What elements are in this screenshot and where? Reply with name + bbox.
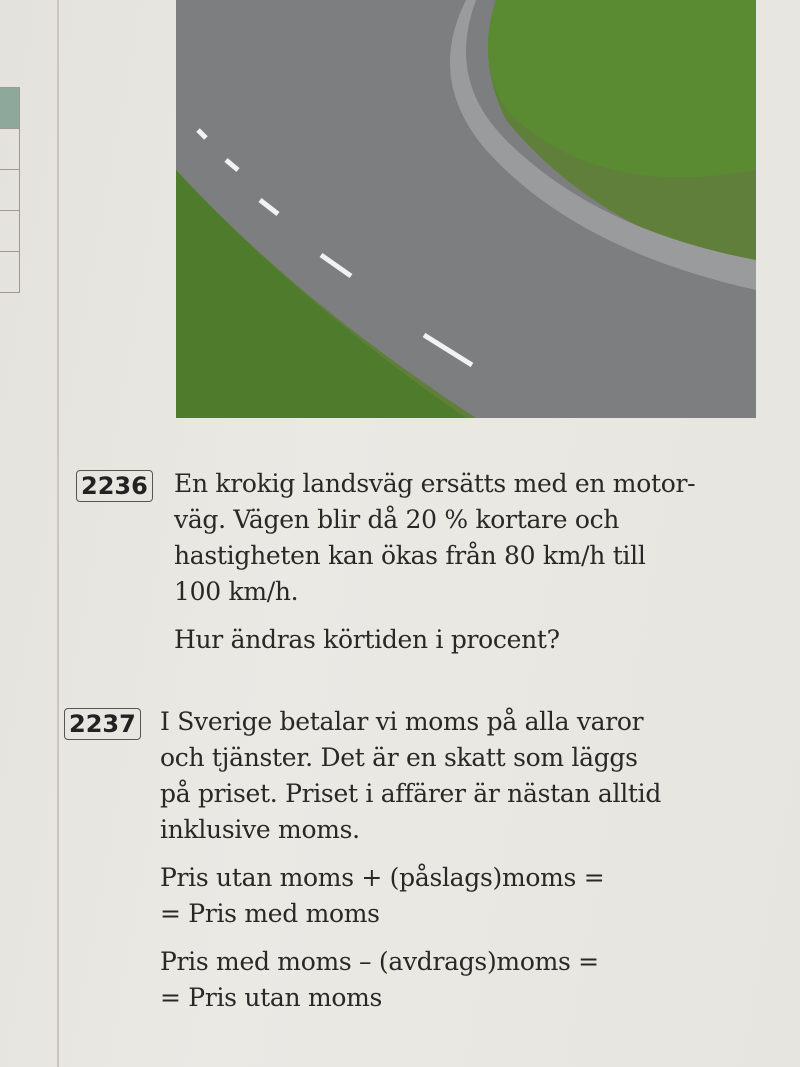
formula-line: Pris utan moms + (påslags)moms = — [160, 863, 605, 892]
text-line: på priset. Priset i affärer är nästan alltid — [160, 779, 662, 808]
task-number: 2236 — [76, 470, 153, 502]
formula-line: = Pris utan moms — [160, 983, 383, 1012]
task-number: 2237 — [64, 708, 141, 740]
formula-line: Pris med moms – (avdrags)moms = — [160, 947, 599, 976]
text-line: och tjänster. Det är en skatt som läggs — [160, 743, 638, 772]
text-line: inklusive moms. — [160, 815, 360, 844]
side-table-fragment — [0, 88, 20, 293]
road-photo — [176, 0, 756, 418]
formula-line: = Pris med moms — [160, 899, 380, 928]
text-line: I Sverige betalar vi moms på alla varor — [160, 707, 644, 736]
text-line: 100 km/h. — [174, 577, 299, 606]
page-margin-line — [57, 0, 59, 1067]
text-line: väg. Vägen blir då 20 % kortare och — [174, 505, 620, 534]
text-line: hastigheten kan ökas från 80 km/h till — [174, 541, 646, 570]
text-line: En krokig landsväg ersätts med en motor- — [174, 469, 696, 498]
question: Hur ändras körtiden i procent? — [174, 625, 560, 654]
